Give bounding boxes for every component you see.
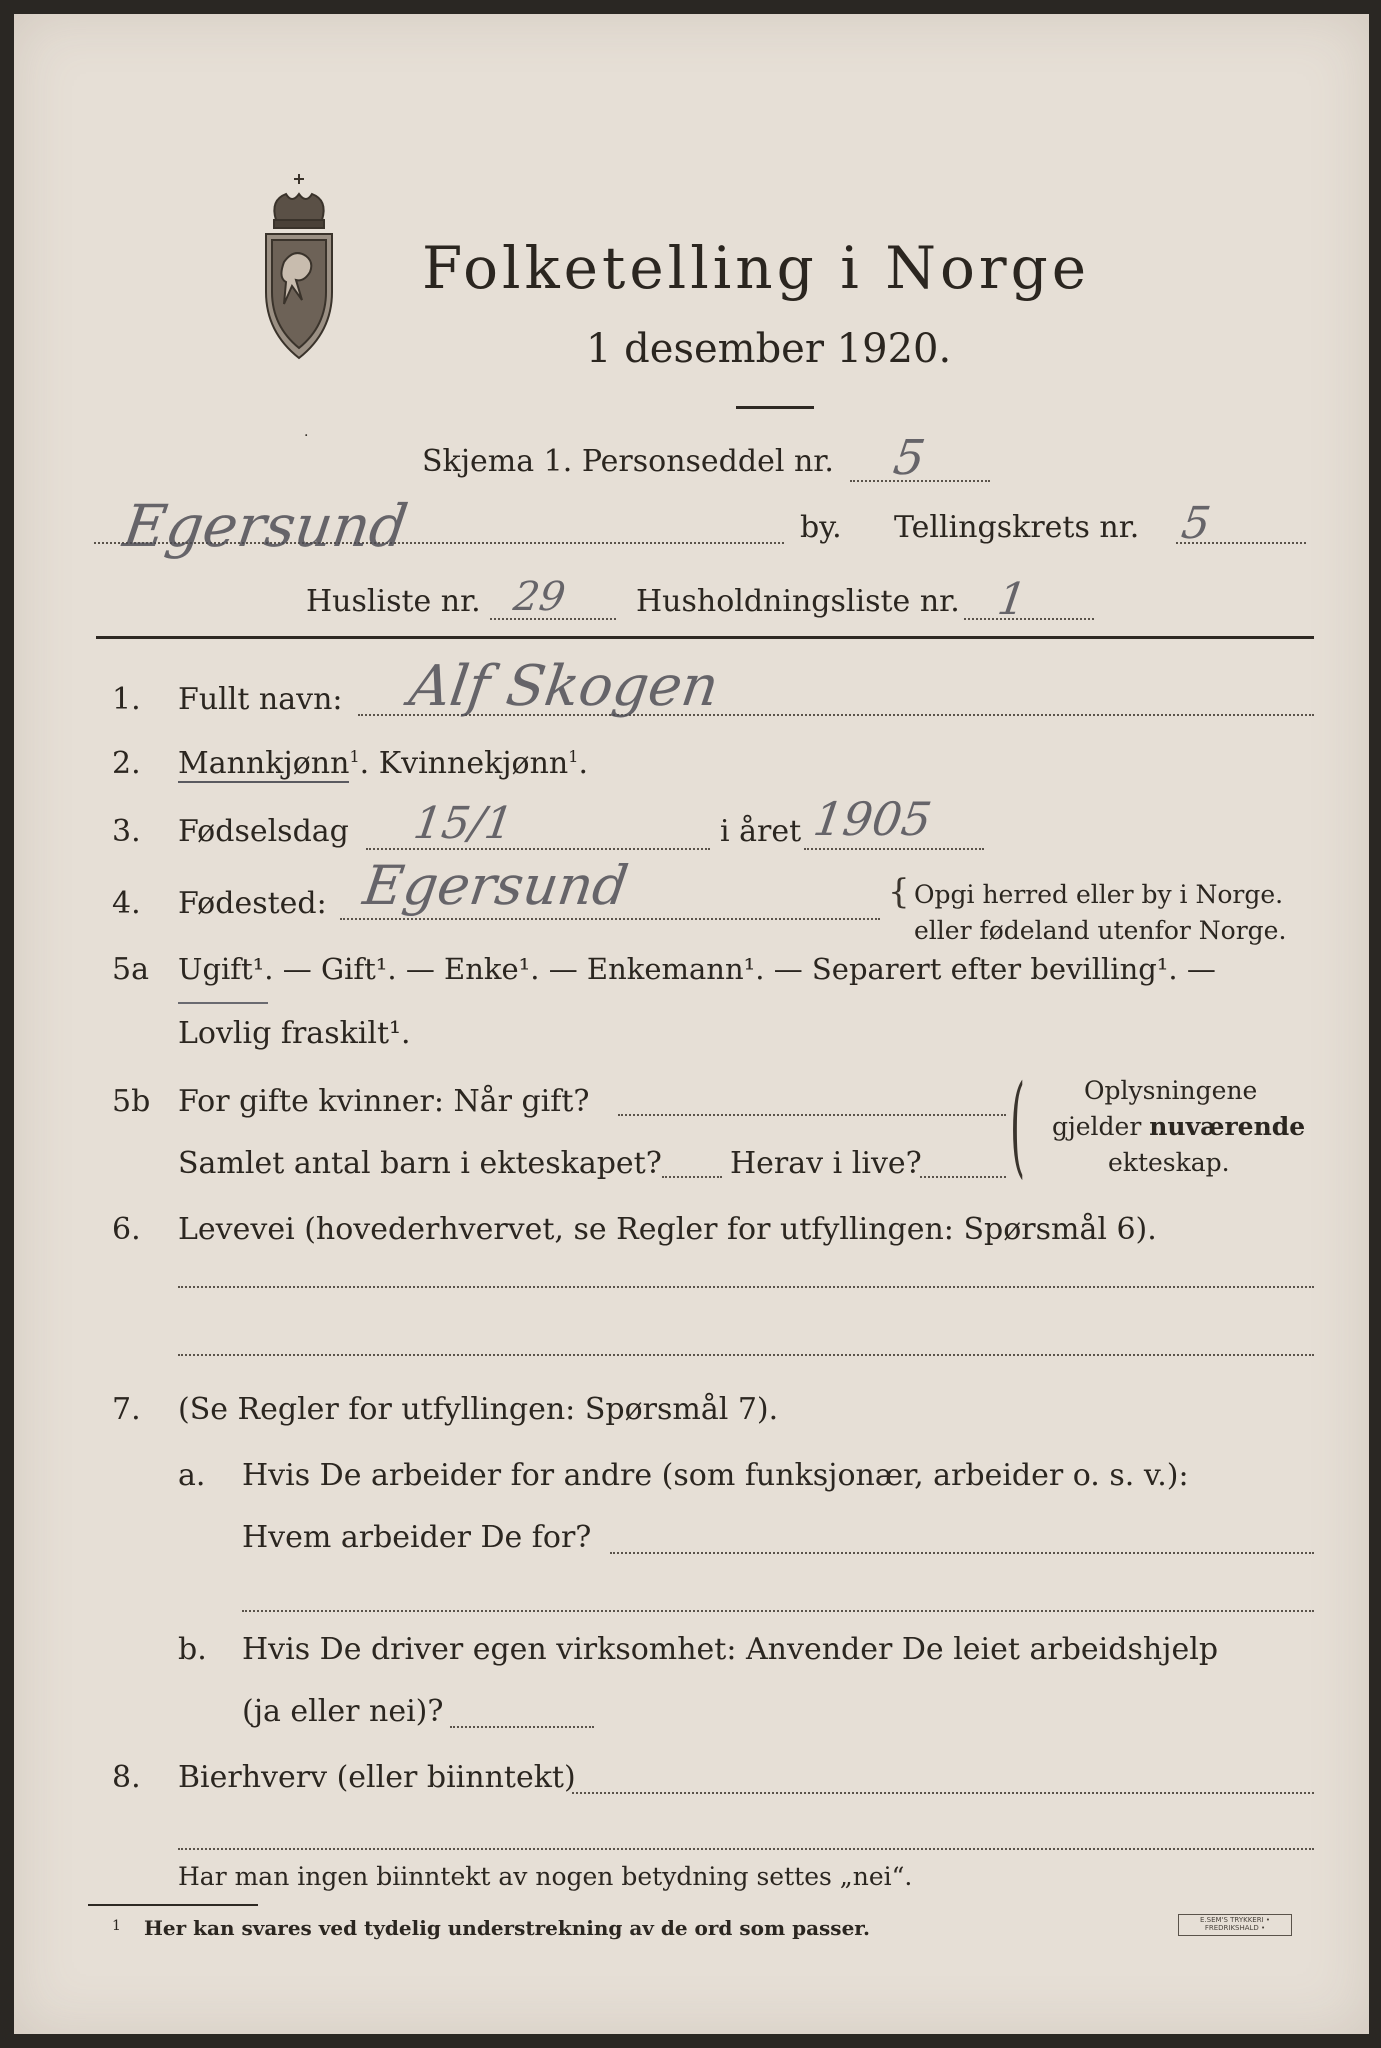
- q1-label: Fullt navn:: [178, 682, 343, 717]
- skjema-label: Skjema 1. Personseddel nr.: [422, 444, 834, 479]
- q2-number: 2.: [112, 746, 141, 781]
- q7b-line2: (ja eller nei)?: [242, 1694, 444, 1729]
- q8-label: Bierhverv (eller biinntekt): [178, 1760, 576, 1795]
- q2-options: [178, 746, 588, 781]
- personseddel-value: 5: [890, 430, 929, 486]
- q3-label: Fødselsdag: [178, 814, 349, 849]
- mannkjonn-label: Mannkjønn: [178, 746, 350, 781]
- nei-instruction: Har man ingen biinntekt av nogen betydning settes „nei“.: [178, 1862, 913, 1891]
- aaret-value: 1905: [810, 792, 935, 846]
- husholdning-field[interactable]: [964, 618, 1094, 620]
- brace: (: [1010, 1061, 1026, 1189]
- printer-stamp: E.SEM'S TRYKKERI • FREDRIKSHALD •: [1178, 1914, 1292, 1936]
- q4-number: 4.: [112, 886, 141, 921]
- ugift-mark: [178, 1002, 268, 1004]
- q7a-number: a.: [178, 1458, 206, 1493]
- kvinnekjonn-label: Kvinnekjønn: [378, 746, 569, 781]
- fodested-note-1: Opgi herred eller by i Norge.: [914, 880, 1284, 909]
- naar-gift-label: For gifte kvinner: Når gift?: [178, 1084, 590, 1119]
- form-title: Folketelling i Norge: [422, 234, 1091, 302]
- q7a-line2: Hvem arbeider De for?: [242, 1520, 592, 1555]
- herav-i-live-field[interactable]: [920, 1176, 1006, 1178]
- option-mannkjonn[interactable]: [178, 746, 349, 783]
- bierhverv-field-2[interactable]: [178, 1848, 1314, 1850]
- naar-gift-field[interactable]: [618, 1114, 1006, 1116]
- tellingskrets-value: 5: [1178, 498, 1214, 549]
- hvem-arbeider-field-2[interactable]: [242, 1610, 1314, 1612]
- header-rule: [96, 636, 1314, 639]
- title-divider: [736, 406, 814, 409]
- separator: .: [578, 746, 588, 781]
- levevei-field-2[interactable]: [178, 1354, 1314, 1356]
- husholdning-value: 1: [994, 574, 1030, 625]
- q7-number: 7.: [112, 1392, 141, 1427]
- q7a-line1: Hvis De arbeider for andre (som funksjonær, arbeider o. s. v.):: [242, 1458, 1189, 1493]
- q8-number: 8.: [112, 1760, 141, 1795]
- husliste-value: 29: [510, 574, 569, 620]
- by-value: Egersund: [119, 492, 412, 560]
- arbeidshjelp-field[interactable]: [450, 1726, 594, 1728]
- q6-label: Levevei (hovederhvervet, se Regler for utfyllingen: Spørsmål 6).: [178, 1212, 1157, 1247]
- q7-label: (Se Regler for utfyllingen: Spørsmål 7).: [178, 1392, 779, 1427]
- q5b-number: 5b: [112, 1084, 151, 1119]
- herav-i-live-label: Herav i live?: [730, 1146, 922, 1181]
- husliste-label: Husliste nr.: [306, 584, 481, 619]
- antal-barn-label: Samlet antal barn i ekteskapet?: [178, 1146, 662, 1181]
- lovlig-fraskilt-option[interactable]: Lovlig fraskilt¹.: [178, 1016, 411, 1051]
- fodested-field[interactable]: [340, 918, 880, 920]
- fodested-note-2: eller fødeland utenfor Norge.: [914, 916, 1287, 945]
- ink-dot: ·: [304, 428, 309, 444]
- hvem-arbeider-field[interactable]: [610, 1552, 1314, 1554]
- by-label: by.: [800, 510, 842, 545]
- q7b-line1: Hvis De driver egen virksomhet: Anvender De leiet arbeidshjelp: [242, 1632, 1219, 1667]
- q5a-number: 5a: [112, 952, 149, 987]
- footnote-mark: 1: [112, 1918, 121, 1934]
- census-form-sheet: [14, 14, 1369, 2034]
- form-date: 1 desember 1920.: [586, 326, 952, 372]
- oplysningene-note-2: [1052, 1112, 1305, 1141]
- fodested-value: Egersund: [359, 854, 633, 917]
- husholdning-label: Husholdningsliste nr.: [636, 584, 960, 619]
- separator: .: [359, 746, 370, 781]
- full-name-value: Alf Skogen: [405, 654, 723, 719]
- option-kvinnekjonn[interactable]: [379, 746, 569, 781]
- q7b-number: b.: [178, 1632, 207, 1667]
- fodselsdag-value: 15/1: [410, 798, 517, 849]
- aaret-field[interactable]: [804, 848, 984, 850]
- footnote-rule: [88, 1904, 258, 1906]
- note-nuvaerende: nuværende: [1149, 1112, 1306, 1141]
- antal-barn-field[interactable]: [662, 1176, 722, 1178]
- oplysningene-note-1: Oplysningene: [1084, 1076, 1258, 1105]
- bierhverv-field[interactable]: [572, 1792, 1314, 1794]
- q4-label: Fødested:: [178, 886, 327, 921]
- footnote-text: Her kan svares ved tydelig understrekning av de ord som passer.: [144, 1916, 870, 1940]
- tellingskrets-label: Tellingskrets nr.: [894, 510, 1140, 545]
- q1-number: 1.: [112, 682, 141, 717]
- norwegian-coat-of-arms-icon: [254, 172, 344, 382]
- marital-status-options[interactable]: Ugift¹. — Gift¹. — Enke¹. — Enkemann¹. — Separert efter bevilling¹. —: [178, 952, 1216, 986]
- q3-number: 3.: [112, 814, 141, 849]
- brace: {: [888, 872, 910, 912]
- footnote-ref: 1: [349, 747, 360, 766]
- oplysningene-note-3: ekteskap.: [1108, 1148, 1230, 1177]
- note-gjelder: gjelder: [1052, 1112, 1142, 1141]
- levevei-field-1[interactable]: [178, 1286, 1314, 1288]
- aaret-label: i året: [720, 814, 802, 849]
- footnote-ref: 1: [568, 747, 579, 766]
- q6-number: 6.: [112, 1212, 141, 1247]
